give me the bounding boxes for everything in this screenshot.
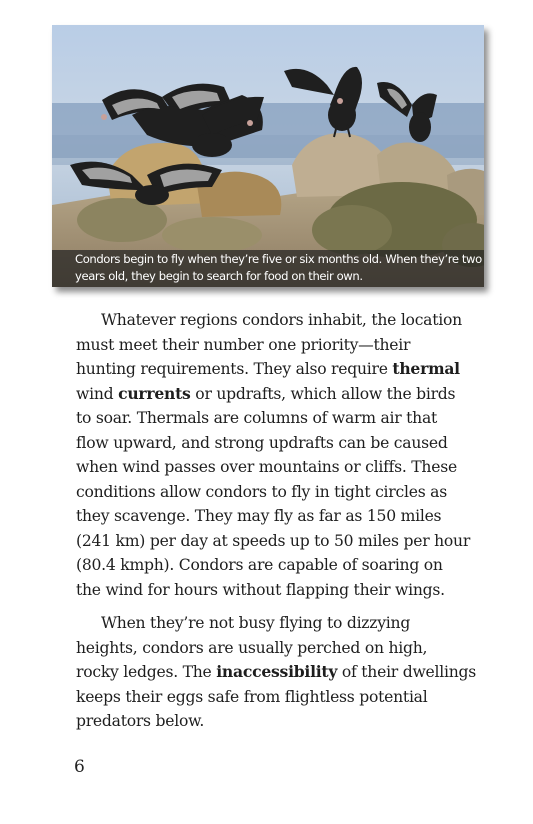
- text-line: to soar. Thermals are columns of warm air that: [76, 409, 438, 427]
- page-number: 6: [74, 757, 85, 777]
- glossary-term-inaccessibility: inaccessibility: [216, 662, 338, 681]
- text-line: the wind for hours without flapping their wings.: [76, 580, 445, 599]
- caption-line: years old, they begin to search for food on their own.: [75, 269, 363, 283]
- text-line: Whatever regions condors inhabit, the location: [101, 311, 462, 329]
- text-line: [76, 382, 476, 407]
- text-run: hunting requirements. They also require: [76, 360, 393, 378]
- body-paragraph-2: [76, 611, 476, 734]
- text-line: flow upward, and strong updrafts can be caused: [76, 433, 448, 452]
- glossary-term-thermal: thermal: [392, 359, 460, 378]
- glossary-term-currents: currents: [118, 383, 191, 403]
- text-line: predators below.: [76, 712, 205, 730]
- text-line: [76, 660, 476, 685]
- condor-illustration: [52, 25, 484, 287]
- text-run: wind: [76, 384, 119, 403]
- condor-photo: [52, 25, 484, 287]
- text-line: (241 km) per day at speeds up to 50 miles per hour: [76, 531, 471, 550]
- text-line: [76, 357, 476, 382]
- text-line: when wind passes over mountains or cliffs. These: [76, 458, 457, 476]
- text-line: must meet their number one priority—their: [76, 335, 411, 354]
- text-line: conditions allow condors to fly in tight circles as: [76, 482, 447, 501]
- body-paragraph-1: [76, 308, 476, 602]
- photo-caption: [52, 250, 484, 287]
- text-line: (80.4 kmph). Condors are capable of soaring on: [76, 556, 443, 574]
- text-line: keeps their eggs safe from flightless potential: [76, 687, 428, 706]
- caption-line: Condors begin to fly when they’re five or six months old. When they’re two: [75, 252, 482, 266]
- text-line: heights, condors are usually perched on high,: [76, 638, 428, 657]
- text-line: When they’re not busy flying to dizzying: [101, 614, 411, 632]
- text-run: of their dwellings: [337, 663, 477, 681]
- text-run: rocky ledges. The: [76, 663, 217, 681]
- text-run: or updrafts, which allow the birds: [190, 384, 456, 403]
- text-line: they scavenge. They may fly as far as 150 miles: [76, 507, 442, 525]
